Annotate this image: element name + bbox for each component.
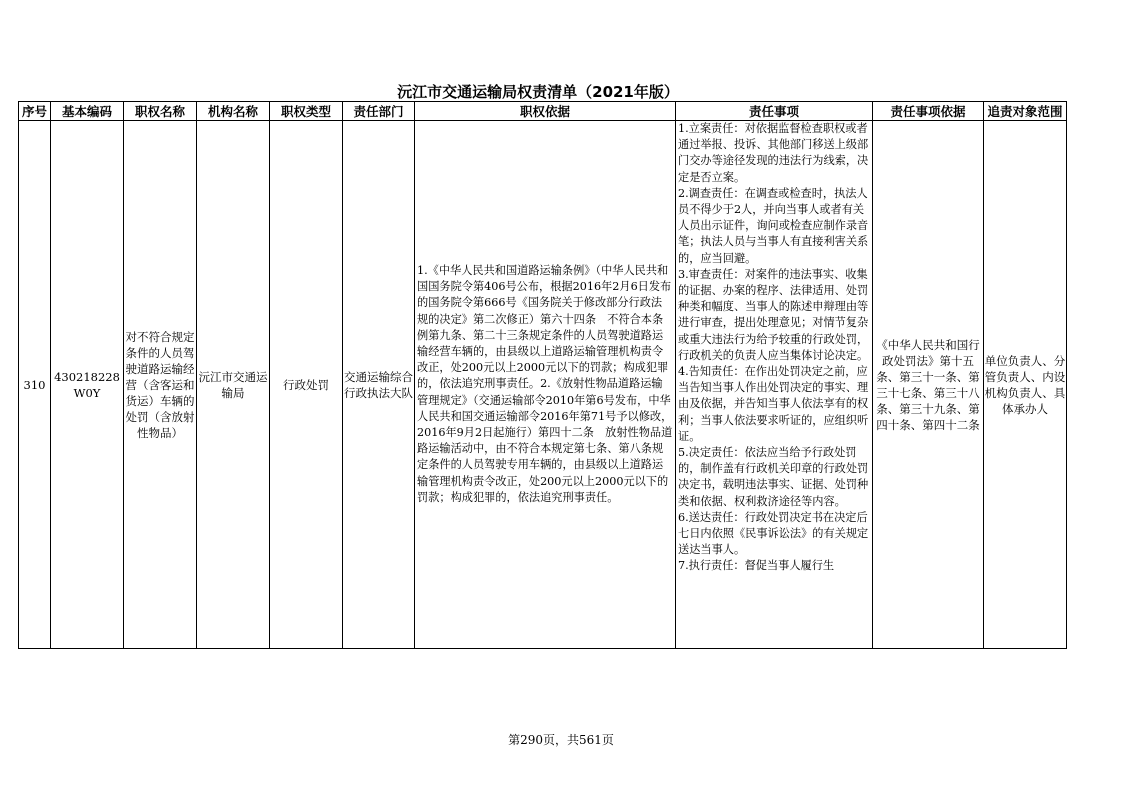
cell-duties xyxy=(676,121,873,649)
power-type-value: 行政处罚 xyxy=(283,377,329,392)
duty-item: 3.审查责任：对案件的违法事实、收集的证据、办案的程序、法律适用、处罚种类和幅度、当事人的陈述申辩理由等进行审查，提出处理意见；对情节复杂或重大违法行为给予较重的行政处罚，行政机关的负责人应当集体讨论决定。 xyxy=(678,267,869,362)
cell-agency xyxy=(197,121,270,649)
basis-text: 1.《中华人民共和国道路运输条例》（中华人民共和国国务院令第406号公布，根据2016年2月6日发布的国务院令第666号《国务院关于修改部分行政法规的决定》第二次修正）第六十四条 不符合本条例第九条、第二十三条规定条件的人员驾驶道路运输经营车辆的，由县级以上道路运输管理机构责令改正，处200元以上2000元以下的罚款；构成犯罪的，依法追究刑事责任。2.《放射性物品道路运输管理规定》（交通运输部令2010年第6号发布，中华人民共和国交通运输部令2016年第71号予以修改，2016年9月2日起施行）第四十二条 放射性物品道路运输活动中，由不符合本规定第七条、第八条规定条件的人员驾驶专用车辆的，由县级以上道路运输管理机构责令改正，处200元以上2000元以下的罚款；构成犯罪的，依法追究刑事责任。 xyxy=(417,263,673,504)
power-name-value: 对不符合规定条件的人员驾驶道路运输经营（含客运和货运）车辆的处罚（含放射性物品） xyxy=(125,329,195,440)
document-title: 沅江市交通运输局权责清单（2021年版） xyxy=(397,83,679,101)
header-seq: 序号 xyxy=(19,102,51,121)
cell-code xyxy=(51,121,124,649)
header-duties: 责任事项 xyxy=(676,102,873,121)
duty-item: 1.立案责任：对依据监督检查职权或者通过举报、投诉、其他部门移送上级部门交办等途径发现的违法行为线索，决定是否立案。 xyxy=(678,122,869,184)
duty-item: 6.送达责任：行政处罚决定书在决定后七日内依照《民事诉讼法》的有关规定送达当事人。 xyxy=(678,510,869,557)
cell-seq xyxy=(19,121,51,649)
agency-value: 沅江市交通运输局 xyxy=(198,369,268,400)
cell-duty-basis xyxy=(873,121,984,649)
header-accountability: 追责对象范围 xyxy=(984,102,1067,121)
duty-basis-value: 《中华人民共和国行政处罚法》第十五条、第三十一条、第三十七条、第三十八条、第三十九条、第四十条、第四十二条 xyxy=(876,337,980,432)
duty-item: 7.执行责任：督促当事人履行生 xyxy=(678,559,835,573)
duty-item: 4.告知责任：在作出处罚决定之前，应当告知当事人作出处罚决定的事实、理由及依据，并告知当事人依法享有的权利；当事人依法要求听证的，应组织听证。 xyxy=(678,365,869,443)
header-power-name: 职权名称 xyxy=(124,102,197,121)
accountability-value: 单位负责人、分管负责人、内设机构负责人、具体承办人 xyxy=(984,353,1066,416)
seq-value: 310 xyxy=(23,377,46,392)
code-value: 430218228W0Y xyxy=(54,369,120,400)
header-agency: 机构名称 xyxy=(197,102,270,121)
header-department: 责任部门 xyxy=(343,102,415,121)
cell-basis xyxy=(415,121,676,649)
department-value: 交通运输综合行政执法大队 xyxy=(344,369,413,400)
header-code: 基本编码 xyxy=(51,102,124,121)
header-basis: 职权依据 xyxy=(415,102,676,121)
cell-department xyxy=(343,121,415,649)
header-power-type: 职权类型 xyxy=(270,102,343,121)
responsibility-table xyxy=(18,101,1067,649)
cell-accountability xyxy=(984,121,1067,649)
cell-power-name xyxy=(124,121,197,649)
header-duty-basis: 责任事项依据 xyxy=(873,102,984,121)
duty-item: 5.决定责任：依法应当给予行政处罚的，制作盖有行政机关印章的行政处罚决定书，载明违法事实、证据、处罚种类和依据、权利救济途径等内容。 xyxy=(678,446,869,508)
page-number: 第290页，共561页 xyxy=(508,733,614,747)
table-header-row xyxy=(19,102,1067,121)
duty-item: 2.调查责任：在调查或检查时，执法人员不得少于2人，并向当事人或者有关人员出示证件，询问或检查应制作录音笔；执法人员与当事人有直接利害关系的，应当回避。 xyxy=(678,186,869,265)
cell-power-type xyxy=(270,121,343,649)
table-row xyxy=(19,121,1067,649)
